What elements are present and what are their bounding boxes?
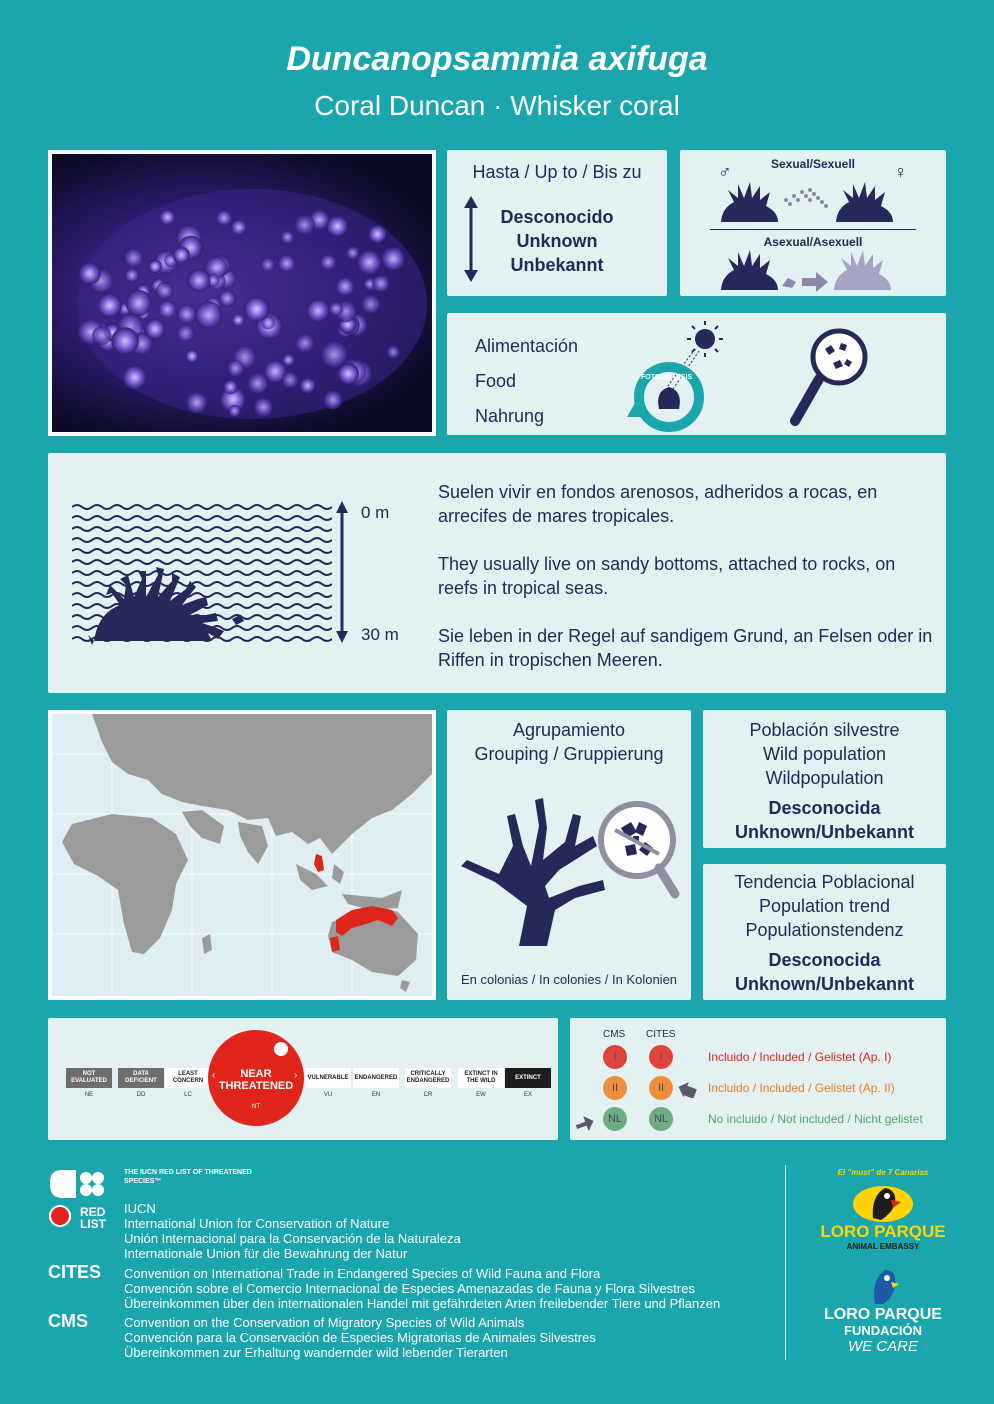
- iucn-category-ew: EXTINCT IN THE WILD: [458, 1068, 504, 1088]
- fundacion-slogan: WE CARE: [847, 1338, 918, 1355]
- grouping-caption: En colonias / In colonies / In Kolonien: [460, 972, 678, 987]
- wave-line: [72, 582, 332, 586]
- cms-line-es: Convención para la Conservación de Especies Migratorias de Animales Silvestres: [124, 1330, 596, 1345]
- coral-polyp: [148, 260, 161, 273]
- cms-line-en: Convention on the Conservation of Migratory Species of Wild Animals: [124, 1315, 525, 1330]
- cites-column-label: CITES: [646, 1029, 676, 1040]
- food-label-es: Alimentación: [475, 336, 579, 356]
- coral-polyp: [216, 210, 232, 226]
- cms-indicator-arrow-icon: [576, 1116, 596, 1132]
- coral-polyp: [282, 354, 294, 366]
- wild-population-value-en-de: Unknown/Unbekannt: [735, 822, 914, 842]
- iucn-code-vu: VU: [323, 1092, 333, 1098]
- coral-polyp: [79, 262, 101, 284]
- depth-waves-illustration: [72, 501, 332, 651]
- loro-parque-subtitle: ANIMAL EMBASSY: [846, 1242, 920, 1251]
- fundacion-name: LORO PARQUE: [824, 1306, 942, 1323]
- coral-polyp: [145, 319, 166, 340]
- coral-polyp: [294, 215, 315, 236]
- coral-polyp: [173, 247, 190, 264]
- coral-polyp: [229, 405, 241, 417]
- parrot-icon: [851, 1178, 915, 1222]
- sexual-reproduction-icon: [716, 178, 916, 226]
- loro-parque-name: LORO PARQUE: [820, 1222, 946, 1241]
- sexual-label: Sexual/Sexuell: [770, 157, 856, 171]
- red-list-title: THE IUCN RED LIST OF THREATENED SPECIES™: [124, 1169, 252, 1185]
- coral-polyp: [346, 246, 359, 259]
- population-trend-value: [703, 948, 946, 996]
- coral-polyp: [338, 363, 359, 384]
- coral-polyp: [232, 314, 245, 327]
- loro-parque-logo: [808, 1168, 958, 1256]
- iucn-code-dd: DD: [136, 1092, 146, 1098]
- coral-polyp: [282, 372, 299, 389]
- coral-polyp: [97, 293, 122, 318]
- iucn-code-en: EN: [371, 1092, 381, 1098]
- coral-polyp: [254, 397, 274, 417]
- cites-cms-card: [570, 1018, 946, 1140]
- coral-photo: [48, 150, 436, 436]
- size-value-en: Unknown: [516, 231, 598, 251]
- coral-polyp: [124, 248, 144, 268]
- coral-polyp: [320, 254, 336, 270]
- habitat-text-es: Suelen vivir en fondos arenosos, adheridos a rocas, en arrecifes de mares tropicales.: [438, 482, 878, 526]
- chevron-right-icon: ›: [294, 1070, 298, 1081]
- cites-appendix-i-dot: I: [649, 1045, 673, 1069]
- loro-parque-tagline: El "must" de 7 Canarias: [837, 1168, 929, 1177]
- cites-line-en: Convention on International Trade in Endangered Species of Wild Fauna and Flora: [124, 1266, 601, 1281]
- coral-polyp: [368, 225, 386, 243]
- coral-polyp: [278, 255, 296, 273]
- coral-polyp: [187, 269, 210, 292]
- male-icon: ♂: [718, 162, 732, 182]
- iucn-code-ew: EW: [476, 1092, 486, 1098]
- wave-line: [72, 593, 332, 597]
- coral-polyp: [224, 380, 238, 394]
- depth-top-label: 0 m: [361, 503, 390, 522]
- coral-polyp: [281, 231, 294, 244]
- reproduction-divider: [710, 229, 916, 230]
- cites-appendix-ii-dot: II: [649, 1076, 673, 1100]
- grouping-title: [447, 718, 691, 766]
- height-arrow-icon: [461, 196, 481, 282]
- cites-description: [124, 1266, 720, 1311]
- population-trend-title-es: Tendencia Poblacional: [734, 872, 915, 892]
- cms-description: [124, 1315, 596, 1360]
- wild-population-title-es: Población silvestre: [749, 720, 900, 740]
- size-value-de: Unbekannt: [510, 255, 604, 275]
- chevron-left-icon: ‹: [212, 1070, 216, 1081]
- cms-head: CMS: [48, 1311, 88, 1331]
- coral-polyp: [92, 326, 111, 345]
- size-value: [487, 205, 627, 277]
- coral-polyp: [126, 290, 152, 316]
- species-scientific-name: Duncanopsammia axifuga: [286, 40, 708, 78]
- population-trend-title-de: Populationstendenz: [745, 920, 904, 940]
- cms-column-label: CMS: [603, 1029, 626, 1040]
- colony-branch-icon: [455, 786, 685, 956]
- grouping-title-es: Agrupamiento: [512, 720, 626, 740]
- asexual-label: Asexual/Asexuell: [763, 235, 863, 249]
- wave-line: [72, 516, 332, 520]
- cites-appendix-nl-dot: NL: [649, 1107, 673, 1131]
- coral-polyp: [329, 302, 343, 316]
- wild-population-title-de: Wildpopulation: [765, 768, 884, 788]
- iucn-code-ex: EX: [523, 1092, 532, 1098]
- iucn-category-ex: EXTINCT: [505, 1068, 551, 1088]
- cms-line-de: Übereinkommen zur Erhaltung wandernder wild lebender Tierarten: [124, 1345, 508, 1360]
- coral-polyp: [156, 282, 174, 300]
- coral-polyp: [125, 268, 139, 282]
- grouping-title-en-de: Grouping / Gruppierung: [474, 744, 664, 764]
- coral-polyp: [300, 378, 316, 394]
- iucn-category-dd: DATA DEFICIENT: [118, 1068, 164, 1088]
- wild-population-value: [703, 796, 946, 844]
- iucn-line-de: Internationale Union für die Bewahrung der Natur: [124, 1246, 408, 1261]
- near-threatened-code: NT: [252, 1104, 260, 1110]
- coral-polyp: [361, 294, 380, 313]
- iucn-line-es: Unión Internacional para la Conservación de la Naturaleza: [124, 1231, 461, 1246]
- coral-polyp: [381, 247, 405, 271]
- iucn-category-en: ENDANGERED: [353, 1068, 399, 1088]
- wild-population-value-es: Desconocida: [768, 798, 881, 818]
- coral-polyp: [160, 210, 176, 226]
- habitat-text-de: Sie leben in der Regel auf sandigem Grund, an Felsen oder in Riffen in tropischen Meeren.: [438, 626, 933, 670]
- depth-bottom-label: 30 m: [361, 625, 399, 644]
- food-label-de: Nahrung: [475, 406, 545, 426]
- cites-line-de: Übereinkommen über den internationalen Handel mit gefährdeten Arten freilebender Tiere und Pflanzen: [124, 1296, 721, 1311]
- coral-polyp: [231, 220, 247, 236]
- habitat-text-en: They usually live on sandy bottoms, attached to rocks, on reefs in tropical seas.: [438, 554, 896, 598]
- magnifier-plankton-icon: [785, 321, 875, 433]
- cites-legend-i: Incluido / Included / Gelistet (Ap. I): [708, 1050, 892, 1064]
- coral-polyp: [336, 277, 355, 296]
- coral-polyp: [261, 257, 276, 272]
- parrot-fundacion-icon: [863, 1266, 903, 1306]
- iucn-line-en: International Union for Conservation of Nature: [124, 1216, 390, 1231]
- wave-line: [72, 549, 332, 553]
- wave-line: [72, 571, 332, 575]
- iucn-code-lc: LC: [184, 1092, 192, 1098]
- coral-polyp: [227, 360, 244, 377]
- distribution-map: [48, 710, 436, 1000]
- cms-appendix-ii-dot: II: [603, 1076, 627, 1100]
- population-trend-value-es: Desconocida: [768, 950, 881, 970]
- habitat-description: [438, 480, 933, 672]
- female-icon: ♀: [894, 162, 908, 182]
- world-map-illustration: [52, 714, 432, 996]
- reproduction-card: [680, 150, 946, 296]
- cites-line-es: Convención sobre el Comercio Internacional de Especies Amenazadas de Fauna y Flora Silvestres: [124, 1281, 695, 1296]
- coral-polyp: [357, 250, 382, 275]
- photosynthesis-icon: [619, 317, 729, 433]
- food-label-en: Food: [475, 371, 517, 391]
- wild-population-title: [703, 718, 946, 790]
- cites-indicator-arrow-icon: [678, 1082, 698, 1098]
- iucn-code-ne: NE: [84, 1092, 94, 1098]
- population-trend-title: [703, 870, 946, 942]
- wave-line: [72, 527, 332, 531]
- coral-polyp: [186, 392, 208, 414]
- size-label: Hasta / Up to / Bis zu: [472, 162, 642, 182]
- near-threatened-badge: [208, 1030, 304, 1126]
- coral-polyp: [158, 300, 176, 318]
- iucn-scale-card: [48, 1018, 558, 1140]
- population-trend-card: [703, 864, 946, 1000]
- coral-polyp: [185, 350, 198, 363]
- cms-appendix-nl-dot: NL: [603, 1107, 627, 1131]
- coral-polyp: [111, 327, 138, 354]
- near-threatened-label: NEAR THREATENED: [218, 1068, 294, 1092]
- wild-population-title-en: Wild population: [762, 744, 887, 764]
- iucn-head: IUCN: [124, 1201, 156, 1216]
- coral-polyp: [323, 390, 342, 409]
- coral-polyp: [177, 304, 197, 324]
- loro-parque-fundacion-logo: [808, 1266, 958, 1366]
- coral-polyp: [247, 373, 268, 394]
- red-list-mini-logo-icon: [274, 1042, 288, 1056]
- coral-polyp: [177, 324, 195, 342]
- coral-polyp: [327, 216, 348, 237]
- depth-scale-icon: [335, 501, 349, 643]
- red-list-logo-text: RED LIST: [80, 1205, 106, 1231]
- habitat-card: [48, 453, 946, 693]
- iucn-category-ne: NOT EVALUATED: [66, 1068, 112, 1088]
- coral-polyp: [123, 365, 147, 389]
- asexual-reproduction-icon: [716, 248, 916, 294]
- size-value-es: Desconocido: [500, 207, 614, 227]
- wave-line: [72, 538, 332, 542]
- food-card: [447, 313, 946, 435]
- coral-polyp: [295, 334, 314, 353]
- coral-polyp: [306, 299, 329, 322]
- wave-line: [72, 505, 332, 509]
- cms-appendix-i-dot: I: [603, 1045, 627, 1069]
- food-labels: [475, 329, 578, 434]
- iucn-category-vu: VULNERABLE: [305, 1068, 351, 1088]
- coral-photo-illustration: [52, 154, 432, 432]
- iucn-description: [124, 1216, 461, 1261]
- iucn-category-lc: LEAST CONCERN: [165, 1068, 211, 1088]
- iucn-code-cr: CR: [423, 1092, 433, 1098]
- grouping-card: [447, 710, 691, 1000]
- coral-polyp: [195, 301, 223, 329]
- wave-line: [72, 560, 332, 564]
- photosynthesis-text: FOTOSÍNTESIS: [641, 374, 693, 381]
- size-card: [447, 150, 667, 296]
- cites-legend-nl: No incluido / Not included / Nicht gelistet: [708, 1112, 923, 1126]
- coral-polyp: [387, 345, 400, 358]
- cites-head: CITES: [48, 1262, 102, 1282]
- population-trend-title-en: Population trend: [758, 896, 891, 916]
- coral-polyp: [372, 275, 389, 292]
- cites-legend-ii: Incluido / Included / Gelistet (Ap. II): [708, 1081, 895, 1095]
- coral-polyp: [244, 297, 269, 322]
- population-trend-value-en-de: Unknown/Unbekannt: [735, 974, 914, 994]
- fundacion-subtitle: FUNDACIÓN: [844, 1323, 922, 1338]
- wild-population-card: [703, 710, 946, 848]
- footer-divider: [785, 1165, 786, 1360]
- species-common-names: Coral Duncan · Whisker coral: [314, 90, 680, 121]
- iucn-category-cr: CRITICALLY ENDANGERED: [405, 1068, 451, 1088]
